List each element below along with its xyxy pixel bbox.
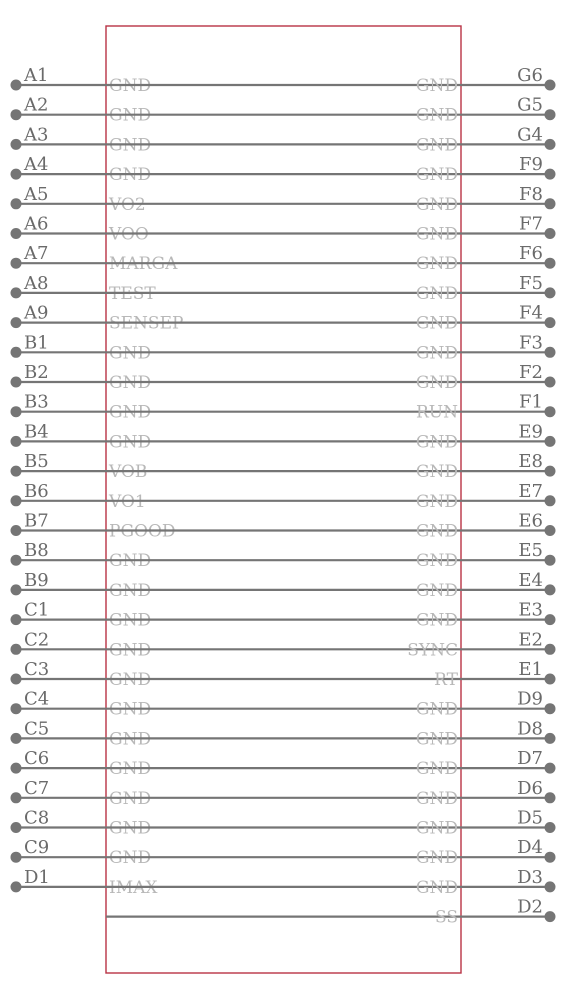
- pin-number-label: A3: [24, 124, 49, 146]
- pin-number-label: A5: [24, 183, 49, 205]
- pin-name-label: GND: [109, 165, 152, 186]
- pin-terminal-dot: [11, 228, 22, 239]
- pin-terminal-dot: [11, 852, 22, 863]
- pin-name-label: GND: [415, 729, 458, 750]
- pin-f7: [106, 214, 556, 245]
- pin-terminal-dot: [545, 406, 556, 417]
- pin-f2: [106, 362, 556, 393]
- pin-terminal-dot: [11, 436, 22, 447]
- pin-number-label: B3: [24, 391, 49, 413]
- pin-b8: [11, 540, 152, 571]
- pin-c7: [11, 778, 152, 809]
- pin-terminal-dot: [11, 644, 22, 655]
- pin-terminal-dot: [11, 377, 22, 388]
- pin-number-label: D3: [517, 866, 543, 888]
- pin-number-label: A1: [24, 65, 49, 86]
- pin-terminal-dot: [545, 733, 556, 744]
- pin-number-label: D7: [517, 748, 543, 770]
- pin-a9: [11, 303, 184, 334]
- pin-terminal-dot: [545, 139, 556, 150]
- pin-name-label: GND: [415, 224, 458, 245]
- pin-terminal-dot: [11, 80, 22, 91]
- pin-name-label: GND: [109, 729, 152, 750]
- pin-number-label: E5: [518, 540, 543, 562]
- pin-name-label: GND: [109, 402, 152, 423]
- pin-number-label: D9: [517, 688, 543, 710]
- pin-terminal-dot: [545, 763, 556, 774]
- pin-number-label: E6: [518, 510, 543, 532]
- pin-terminal-dot: [545, 317, 556, 328]
- pin-terminal-dot: [11, 287, 22, 298]
- pin-terminal-dot: [545, 228, 556, 239]
- pin-number-label: C1: [24, 599, 50, 621]
- pin-number-label: F9: [519, 154, 543, 176]
- pin-terminal-dot: [545, 852, 556, 863]
- pin-c2: [11, 629, 152, 660]
- pin-c5: [11, 718, 152, 749]
- pin-number-label: F1: [519, 391, 543, 413]
- pin-number-label: F6: [519, 243, 543, 265]
- pin-name-label: GND: [415, 373, 458, 393]
- pin-terminal-dot: [11, 614, 22, 625]
- pin-terminal-dot: [11, 258, 22, 269]
- pin-number-label: E8: [518, 451, 543, 473]
- pin-terminal-dot: [545, 258, 556, 269]
- pin-number-label: C2: [24, 629, 50, 651]
- pin-terminal-dot: [545, 466, 556, 477]
- pin-number-label: E1: [518, 659, 543, 680]
- pin-terminal-dot: [11, 139, 22, 150]
- pin-name-label: GND: [415, 432, 458, 453]
- pin-number-label: F8: [519, 183, 543, 205]
- pin-terminal-dot: [11, 198, 22, 209]
- pin-name-label: GND: [415, 521, 458, 542]
- pin-number-label: B4: [24, 421, 49, 443]
- pin-d2: [106, 897, 556, 928]
- pin-number-label: A6: [24, 213, 49, 235]
- pin-name-label: VOO: [109, 224, 149, 245]
- pin-number-label: D1: [24, 866, 50, 888]
- pin-name-label: GND: [109, 610, 152, 631]
- pin-name-label: GND: [415, 105, 458, 126]
- component-body: [106, 26, 461, 973]
- pin-number-label: G4: [517, 124, 543, 146]
- pin-c6: [11, 748, 152, 779]
- pin-number-label: E9: [518, 421, 543, 443]
- pin-number-label: A8: [24, 272, 49, 294]
- pin-a2: [11, 95, 152, 126]
- pin-name-label: GND: [415, 283, 458, 304]
- pin-number-label: A9: [24, 302, 49, 324]
- pin-name-label: GND: [415, 848, 458, 869]
- pin-e8: [106, 451, 556, 482]
- pin-terminal-dot: [545, 198, 556, 209]
- pin-number-label: A7: [24, 243, 49, 265]
- pin-number-label: A2: [24, 94, 49, 116]
- pin-b7: [11, 511, 176, 542]
- pin-name-label: GND: [415, 343, 458, 364]
- pin-f9: [106, 154, 556, 185]
- pin-a5: [11, 184, 146, 215]
- pin-name-label: GND: [109, 759, 152, 780]
- pin-name-label: GND: [415, 491, 458, 512]
- pin-terminal-dot: [11, 525, 22, 536]
- pin-g6: [106, 65, 556, 96]
- pin-number-label: C3: [24, 659, 50, 680]
- pin-a7: [11, 243, 179, 274]
- pin-terminal-dot: [11, 347, 22, 358]
- pin-terminal-dot: [545, 792, 556, 803]
- pin-name-label: GND: [109, 76, 152, 96]
- pin-name-label: GND: [415, 610, 458, 631]
- pin-terminal-dot: [11, 792, 22, 803]
- pin-g4: [106, 124, 556, 155]
- left-pin-group: [11, 65, 184, 898]
- pin-name-label: GND: [109, 432, 152, 453]
- pin-b6: [11, 481, 146, 512]
- pin-name-label: GND: [415, 788, 458, 809]
- pin-c3: [11, 659, 152, 690]
- pin-a3: [11, 124, 152, 155]
- pin-terminal-dot: [11, 169, 22, 180]
- pin-number-label: B6: [24, 480, 49, 502]
- pin-terminal-dot: [545, 555, 556, 566]
- pin-name-label: GND: [415, 135, 458, 156]
- pin-terminal-dot: [11, 466, 22, 477]
- pin-name-label: PGOOD: [109, 521, 176, 542]
- pin-b1: [11, 332, 152, 363]
- pin-name-label: GND: [109, 818, 152, 839]
- pin-e3: [106, 600, 556, 631]
- pin-name-label: GND: [415, 254, 458, 275]
- pin-a1: [11, 65, 152, 96]
- pin-number-label: B2: [24, 362, 49, 383]
- pin-number-label: D6: [517, 777, 543, 799]
- pin-terminal-dot: [11, 763, 22, 774]
- right-pin-group: [106, 65, 556, 928]
- pin-name-label: GND: [109, 788, 152, 809]
- pin-name-label: SYNC: [407, 640, 458, 661]
- pin-number-label: C9: [24, 837, 50, 859]
- pin-terminal-dot: [11, 555, 22, 566]
- pin-name-label: GND: [415, 759, 458, 780]
- pin-c9: [11, 837, 152, 868]
- pin-terminal-dot: [11, 674, 22, 685]
- pin-terminal-dot: [545, 911, 556, 922]
- pin-d7: [106, 748, 556, 779]
- pin-a6: [11, 214, 149, 245]
- pin-number-label: B7: [24, 510, 49, 532]
- pin-terminal-dot: [545, 169, 556, 180]
- pin-d8: [106, 718, 556, 749]
- pin-d3: [106, 867, 556, 898]
- pin-name-label: GND: [415, 551, 458, 572]
- pin-b2: [11, 362, 152, 393]
- pin-c1: [11, 600, 152, 631]
- pin-number-label: E2: [518, 629, 543, 651]
- pin-name-label: MARGA: [109, 254, 178, 275]
- pin-number-label: B5: [24, 451, 49, 473]
- pin-terminal-dot: [11, 733, 22, 744]
- pin-d6: [106, 778, 556, 809]
- pin-terminal-dot: [545, 377, 556, 388]
- pin-name-label: GND: [109, 699, 152, 720]
- pin-f8: [106, 184, 556, 215]
- pin-e5: [106, 540, 556, 571]
- pin-name-label: GND: [109, 848, 152, 869]
- pin-terminal-dot: [11, 881, 22, 892]
- pin-name-label: GND: [109, 580, 152, 601]
- pin-name-label: GND: [415, 580, 458, 601]
- pin-terminal-dot: [545, 80, 556, 91]
- pin-b9: [11, 570, 152, 601]
- pin-number-label: F3: [519, 332, 543, 354]
- pin-name-label: GND: [415, 194, 458, 215]
- pin-g5: [106, 95, 556, 126]
- pin-d9: [106, 689, 556, 720]
- pin-b5: [11, 451, 148, 482]
- pin-terminal-dot: [545, 495, 556, 506]
- pin-name-label: GND: [415, 76, 458, 96]
- pin-a4: [11, 154, 152, 185]
- pin-terminal-dot: [545, 584, 556, 595]
- pin-number-label: F7: [519, 213, 543, 235]
- pin-terminal-dot: [545, 436, 556, 447]
- pin-name-label: GND: [109, 551, 152, 572]
- pin-name-label: RT: [434, 670, 458, 690]
- pin-number-label: C6: [24, 748, 50, 770]
- pin-number-label: A4: [24, 154, 49, 176]
- pin-name-label: SS: [435, 907, 458, 928]
- pin-e1: [106, 659, 556, 690]
- pin-number-label: D2: [517, 896, 543, 918]
- pin-terminal-dot: [11, 822, 22, 833]
- pin-b4: [11, 421, 152, 452]
- pin-name-label: GND: [109, 640, 152, 661]
- pin-c4: [11, 689, 152, 720]
- pin-number-label: C5: [24, 718, 50, 740]
- pin-name-label: GND: [109, 343, 152, 364]
- pin-name-label: VOB: [109, 462, 148, 483]
- pin-e2: [106, 629, 556, 660]
- pin-number-label: F5: [519, 272, 543, 294]
- pin-name-label: GND: [109, 105, 152, 126]
- pin-number-label: D5: [517, 807, 543, 829]
- pin-number-label: F4: [519, 302, 543, 324]
- pin-terminal-dot: [545, 109, 556, 120]
- pin-number-label: G6: [517, 65, 543, 86]
- pin-d1: [11, 867, 159, 898]
- pin-terminal-dot: [11, 495, 22, 506]
- pin-number-label: G5: [517, 94, 543, 116]
- pin-terminal-dot: [11, 703, 22, 714]
- pin-d5: [106, 808, 556, 839]
- pin-name-label: GND: [415, 462, 458, 483]
- pin-name-label: IMAX: [109, 877, 158, 898]
- pin-name-label: RUN: [415, 402, 458, 423]
- pin-b3: [11, 392, 152, 423]
- pin-name-label: GND: [109, 135, 152, 156]
- pin-name-label: GND: [415, 313, 458, 334]
- pin-number-label: B9: [24, 569, 49, 591]
- pin-terminal-dot: [545, 822, 556, 833]
- pin-terminal-dot: [545, 614, 556, 625]
- pin-d4: [106, 837, 556, 868]
- pin-e7: [106, 481, 556, 512]
- pin-terminal-dot: [11, 109, 22, 120]
- pin-a8: [11, 273, 157, 304]
- pin-f1: [106, 392, 556, 423]
- pin-f3: [106, 332, 556, 363]
- pin-terminal-dot: [11, 584, 22, 595]
- pin-number-label: F2: [519, 362, 543, 383]
- pin-terminal-dot: [545, 674, 556, 685]
- pin-name-label: GND: [415, 818, 458, 839]
- pin-number-label: E4: [518, 569, 543, 591]
- pin-name-label: GND: [415, 699, 458, 720]
- pin-terminal-dot: [545, 287, 556, 298]
- pin-terminal-dot: [11, 317, 22, 328]
- pin-name-label: GND: [415, 165, 458, 186]
- pin-name-label: VO1: [109, 491, 146, 512]
- pin-number-label: C8: [24, 807, 50, 829]
- pin-number-label: E7: [518, 480, 543, 502]
- pin-number-label: D8: [517, 718, 543, 740]
- pin-terminal-dot: [545, 525, 556, 536]
- pin-number-label: E3: [518, 599, 543, 621]
- pin-name-label: GND: [415, 877, 458, 898]
- pin-name-label: SENSEP: [109, 313, 184, 334]
- pin-e4: [106, 570, 556, 601]
- pin-number-label: B1: [24, 332, 49, 354]
- pin-terminal-dot: [545, 881, 556, 892]
- pin-number-label: C4: [24, 688, 50, 710]
- pin-terminal-dot: [545, 644, 556, 655]
- pin-name-label: VO2: [109, 194, 146, 215]
- pin-name-label: GND: [109, 373, 152, 393]
- pin-terminal-dot: [11, 406, 22, 417]
- pin-number-label: D4: [517, 837, 543, 859]
- pin-c8: [11, 808, 152, 839]
- pin-terminal-dot: [545, 347, 556, 358]
- pin-f5: [106, 273, 556, 304]
- pin-e9: [106, 421, 556, 452]
- pin-name-label: TEST: [109, 283, 156, 304]
- pin-name-label: GND: [109, 670, 152, 690]
- pin-number-label: C7: [24, 777, 50, 799]
- pin-terminal-dot: [545, 703, 556, 714]
- pin-number-label: B8: [24, 540, 49, 562]
